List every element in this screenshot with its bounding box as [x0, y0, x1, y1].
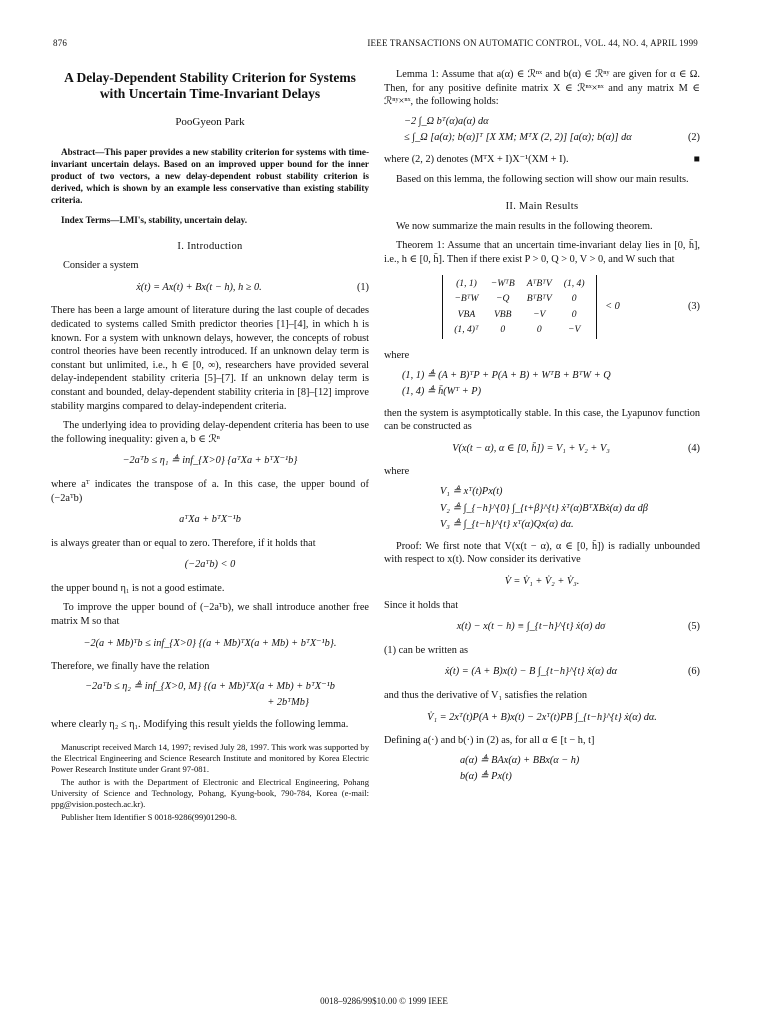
paragraph: Since it holds that: [384, 599, 459, 611]
matrix-cell: 0: [536, 324, 542, 336]
index-terms: Index Terms—LMI's, stability, uncertain delay.: [61, 214, 248, 225]
equation-body: V̇ = V̇₁ + V̇₂ + V̇₃.: [504, 576, 580, 588]
paragraph: Therefore, we finally have the relation: [51, 661, 210, 673]
equation-number: (1): [356, 281, 369, 293]
definition-line: b(α) ≜ Px(t): [460, 771, 512, 783]
equation: [384, 575, 700, 589]
equation-body: aᵀXa + bᵀX⁻¹b: [179, 514, 241, 526]
definition-line: (1, 1) ≜ (A + B)ᵀP + P(A + B) + WᵀB + BᵀW + Q: [402, 369, 611, 381]
definitions: [384, 369, 700, 399]
equation-body: V(x(t − α), α ∈ [0, h̄]) = V₁ + V₂ + V₃: [452, 442, 610, 454]
proof: Proof: We first note that V(x(t − α), α ∈ [0, h̄]) is radially unbounded with respect to x(t). Now consider its derivative: [384, 540, 700, 566]
left-column: [51, 68, 369, 825]
matrix-cell: −V: [533, 308, 546, 320]
definition-line: a(α) ≜ BAx(α) + BBx(α − h): [460, 754, 580, 766]
equation-body: −2aᵀb ≤ η₁ ≜ inf_{X>0} {aᵀXa + bᵀX⁻¹b}: [122, 455, 298, 467]
paragraph: where aᵀ indicates the transpose of a. In this case, the upper bound of (−2aᵀb): [51, 478, 369, 504]
equation-line: −2aᵀb ≤ η₂ ≜ inf_{X>0, M} {(a + Mb)ᵀX(a + Mb) + bᵀX⁻¹b: [85, 680, 335, 692]
equation-number: (2): [687, 132, 700, 144]
equation-body: −2(a + Mb)ᵀb ≤ inf_{X>0} {(a + Mb)ᵀX(a + Mb) + bᵀX⁻¹b}.: [83, 637, 337, 649]
matrix-row: [448, 322, 590, 338]
paragraph: then the system is asymptotically stable. In this case, the Lyapunov function can be constructed as: [384, 407, 700, 433]
equation-number: (6): [687, 666, 700, 678]
paragraph: [384, 153, 700, 167]
equation-5: [384, 620, 700, 634]
paragraph: There has been a large amount of literature during the last couple of decades dedicated to systems called Smith predictor theories [1]–[4], in which h is known. For a system with unknown delays, however, the concepts of robust control theories have been recently introduced. If an unknown delay term is constant but unlimited, i.e., h ∈ [0, ∞), researchers have provided several delay-independent stability criteria [5]–[7]. If an unknown delay term is constant and bounded, delay-dependent stability criteria in [8]–[12] improve stability margins compared to delay-independent criteria.: [51, 305, 369, 412]
equation: [384, 711, 700, 725]
matrix-cell: VBA: [457, 308, 476, 320]
paper-title: A Delay-Dependent Stability Criterion for Systems with Uncertain Time-Invariant Delays: [64, 70, 356, 101]
equation-body: [384, 275, 678, 339]
paragraph: Consider a system: [63, 260, 139, 272]
matrix-cell: 0: [500, 324, 506, 336]
matrix-cell: (1, 4)ᵀ: [454, 324, 479, 336]
lyapunov-terms: [384, 485, 700, 532]
equation: [51, 558, 369, 572]
equation-number: (5): [687, 621, 700, 633]
section-heading-introduction: I. Introduction: [177, 240, 243, 252]
equation-number: (3): [687, 300, 700, 312]
paragraph-text: where (2, 2) denotes (MᵀX + I)X⁻¹(XM + I).: [384, 153, 569, 165]
definitions: [384, 754, 700, 784]
lmi-matrix: [442, 275, 596, 339]
lemma-1: Lemma 1: Assume that a(α) ∈ ℛⁿˣ and b(α) ∈ ℛⁿʸ are given for α ∈ Ω. Then, for any positive definite matrix X ∈ ℛⁿˣ×ⁿˣ and any matrix M ∈ ℛⁿʸ×ⁿˣ, the following holds:: [384, 69, 700, 108]
footnote-text: Publisher Item Identifier S 0018-9286(99)01290-8.: [61, 811, 237, 822]
footnote-text: The author is with the Department of Electronic and Electrical Engineering, Pohang University of Science and Technology, Pohang, Kyung-book, 790-784, Korea (e-mail: ppg@vision.postech.ac.kr).: [51, 776, 369, 809]
paragraph: We now summarize the main results in the following theorem.: [396, 220, 653, 232]
equation-line: ≤ ∫_Ω [a(α); b(α)]ᵀ [X XM; MᵀX (2, 2)] [a(α); b(α)] dα: [404, 132, 632, 144]
matrix-cell: AᵀBᵀV: [526, 277, 552, 289]
right-column: [384, 68, 700, 792]
equation-4: [384, 442, 700, 456]
matrix-cell: 0: [571, 293, 577, 305]
equation: [51, 513, 369, 527]
footnote-text: Manuscript received March 14, 1997; revised July 28, 1997. This work was supported by the Electrical Engineering and Science Research Institute and monitored by Korea Electric Power Research Institute under Grant 97-081.: [51, 741, 369, 774]
journal-header: IEEE TRANSACTIONS ON AUTOMATIC CONTROL, VOL. 44, NO. 4, APRIL 1999: [367, 38, 698, 48]
equation-3: [384, 275, 700, 339]
matrix-row: [448, 307, 590, 323]
matrix-cell: −Q: [496, 293, 510, 305]
equation-body: ẋ(t) = Ax(t) + Bx(t − h), h ≥ 0.: [136, 281, 262, 293]
definition-line: V₂ ≜ ∫_{−h}^{0} ∫_{t+β}^{t} ẋᵀ(α)BᵀXBẋ(α) dα dβ: [440, 502, 648, 514]
equation-line: −2 ∫_Ω bᵀ(α)a(α) dα: [404, 115, 489, 127]
paragraph: Based on this lemma, the following section will show our main results.: [396, 173, 689, 185]
equation-number: (4): [687, 442, 700, 454]
matrix-cell: VBB: [493, 308, 512, 320]
equation-line: + 2bᵀMb}: [267, 697, 309, 709]
copyright-footer: 0018–9286/99$10.00 © 1999 IEEE: [320, 996, 448, 1006]
equation-body: (−2aᵀb) < 0: [184, 559, 236, 571]
author: PooGyeon Park: [175, 116, 245, 128]
matrix-row: [448, 276, 590, 292]
paragraph: where: [384, 349, 410, 361]
paragraph: To improve the upper bound of (−2aᵀb), we shall introduce another free matrix M so that: [51, 602, 369, 628]
matrix-cell: −V: [567, 324, 581, 336]
matrix-cell: (1, 4): [563, 277, 585, 289]
paragraph: where clearly η₂ ≤ η₁. Modifying this result yields the following lemma.: [51, 719, 349, 731]
equation-body: x(t) − x(t − h) ≡ ∫_{t−h}^{t} ẋ(σ) dσ: [456, 621, 606, 633]
matrix-cell: (1, 1): [456, 277, 477, 289]
matrix-row: [448, 291, 590, 307]
abstract: Abstract—This paper provides a new stability criterion for systems with time-invariant uncertain delays. Based on an improved upper bound for the inner product of two vectors, a new delay-dependent robust stability criterion is derived, which is shown by an example less conservative than existing stability criteria.: [51, 146, 369, 205]
definition-line: V₁ ≜ xᵀ(t)Px(t): [440, 486, 503, 498]
equation-2: [384, 115, 700, 145]
equation-body: V̇₁ = 2xᵀ(t)P(A + B)x(t) − 2xᵀ(t)PB ∫_{t−h}^{t} ẋ(α) dα.: [427, 711, 657, 723]
paragraph: is always greater than or equal to zero. Therefore, if it holds that: [51, 537, 316, 549]
matrix-cell: −WᵀB: [490, 277, 515, 289]
equation: [51, 454, 369, 468]
paragraph: the upper bound η₁ is not a good estimate.: [51, 582, 225, 594]
qed-mark: ■: [693, 153, 700, 165]
definition-line: V₃ ≜ ∫_{t−h}^{t} xᵀ(α)Qx(α) dα.: [440, 519, 574, 531]
section-heading-main-results: II. Main Results: [505, 201, 579, 213]
matrix-cell: 0: [571, 308, 577, 320]
footnote: [51, 742, 369, 823]
paragraph: where: [384, 466, 410, 478]
equation-6: [384, 665, 700, 679]
paragraph: Defining a(·) and b(·) in (2) as, for all α ∈ [t − h, t]: [384, 735, 595, 747]
definition-line: (1, 4) ≜ h̄(Wᵀ + P): [402, 386, 482, 398]
matrix-cell: −BᵀW: [454, 293, 479, 305]
paragraph: The underlying idea to providing delay-dependent criteria has been to use the following inequality: given a, b ∈ ℛⁿ: [51, 420, 369, 445]
equation: [51, 637, 369, 651]
page-number: 876: [53, 38, 68, 48]
theorem-1: Theorem 1: Assume that an uncertain time-invariant delay lies in [0, h̄], i.e., h ∈ [0, h̄]. Then if there exist P > 0, Q > 0, V > 0, and W such that: [384, 240, 700, 265]
equation: [51, 680, 369, 710]
paragraph: and thus the derivative of V₁ satisfies the relation: [384, 690, 587, 701]
matrix-table: [448, 276, 590, 338]
paragraph: (1) can be written as: [384, 644, 469, 656]
equation-body: ẋ(t) = (A + B)x(t) − B ∫_{t−h}^{t} ẋ(α) dα: [444, 666, 618, 678]
matrix-cell: BᵀBᵀV: [526, 293, 552, 305]
inequality-sign: < 0: [605, 301, 620, 313]
equation-1: [51, 281, 369, 295]
